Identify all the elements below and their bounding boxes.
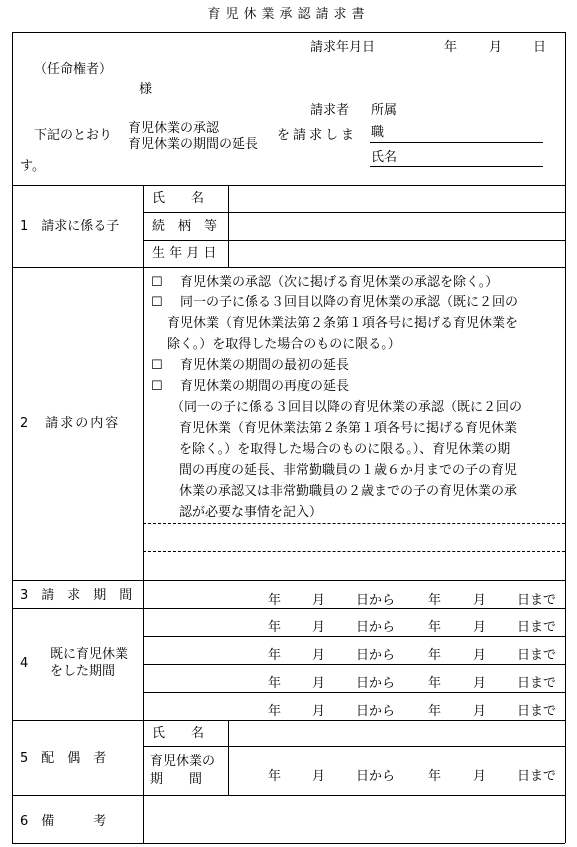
section4-label-line1: 既に育児休業 (50, 647, 129, 662)
request-date-label: 請求年月日 (310, 40, 376, 55)
option-approval: 育児休業の承認 (128, 121, 220, 136)
child-name-label: 氏 名 (152, 191, 205, 206)
note-line: 休業の承認又は非常勤職員の２歳までの子の育児休業の承 (179, 484, 518, 499)
child-relation-label: 続 柄 等 (152, 219, 218, 234)
section1-label: 1 請求に係る子 (20, 219, 120, 234)
item-third-approval: 同一の子に係る３回目以降の育児休業の承認（既に２回の (180, 295, 519, 310)
item-third-approval-cont1: 育児休業（育児休業法第２条第１項各号に掲げる育児休業を (167, 316, 519, 331)
note-line: （同一の子に係る３回目以降の育児休業の承認（既に２回の (171, 400, 523, 415)
position-label: 職 (371, 125, 385, 140)
name-underline (370, 166, 543, 167)
section5-label: 5 配 偶 者 (20, 751, 107, 766)
sama-label: 様 (139, 82, 153, 97)
section3-label: 3 請 求 期 間 (20, 588, 133, 603)
position-underline (370, 142, 543, 143)
checkbox-icon[interactable]: ☐ (151, 275, 163, 290)
request-date-day: 日 (533, 40, 547, 55)
item-second-extension: 育児休業の期間の再度の延長 (180, 379, 350, 394)
name-label: 氏名 (371, 150, 398, 165)
body-prefix: 下記のとおり (34, 128, 113, 143)
section4-label-line2: をした期間 (50, 664, 116, 679)
note-line: 認が必要な事情を記入） (179, 505, 323, 520)
note-line: 育児休業（育児休業法第２条第１項各号に掲げる育児休業 (179, 421, 518, 436)
document-title: 育児休業承認請求書 (207, 7, 370, 22)
body-suffix: を請求しま (277, 128, 358, 143)
request-date-year: 年 (444, 40, 458, 55)
body-end: す。 (20, 159, 45, 174)
request-date-month: 月 (489, 40, 503, 55)
item-approval: 育児休業の承認（次に掲げる育児休業の承認を除く。） (180, 275, 499, 290)
item-first-extension: 育児休業の期間の最初の延長 (180, 358, 350, 373)
checkbox-icon[interactable]: ☐ (151, 358, 163, 373)
option-extension: 育児休業の期間の延長 (128, 137, 259, 152)
child-birthdate-label: 生 年 月 日 (152, 246, 217, 261)
checkbox-icon[interactable]: ☐ (151, 379, 163, 394)
section6-label: 6 備 考 (20, 814, 107, 829)
note-line: を除く。）を取得した場合のものに限る。）、育児休業の期 (179, 442, 511, 457)
spouse-leave-label-line1: 育児休業の (150, 754, 216, 769)
checkbox-icon[interactable]: ☐ (151, 295, 163, 310)
appointer-label: （任命権者） (34, 62, 113, 77)
spouse-leave-label-line2: 期 間 (150, 772, 203, 787)
item-third-approval-cont2: 除く。）を取得した場合のものに限る。） (167, 337, 401, 352)
requester-label: 請求者 (310, 103, 350, 118)
section2-label: 2 請求の内容 (20, 416, 121, 431)
section4-num: 4 (20, 656, 29, 671)
note-line: 間の再度の延長、非常勤職員の１歳６か月までの子の育児 (179, 463, 518, 478)
affiliation-label: 所属 (371, 103, 398, 118)
spouse-name-label: 氏 名 (152, 726, 205, 741)
